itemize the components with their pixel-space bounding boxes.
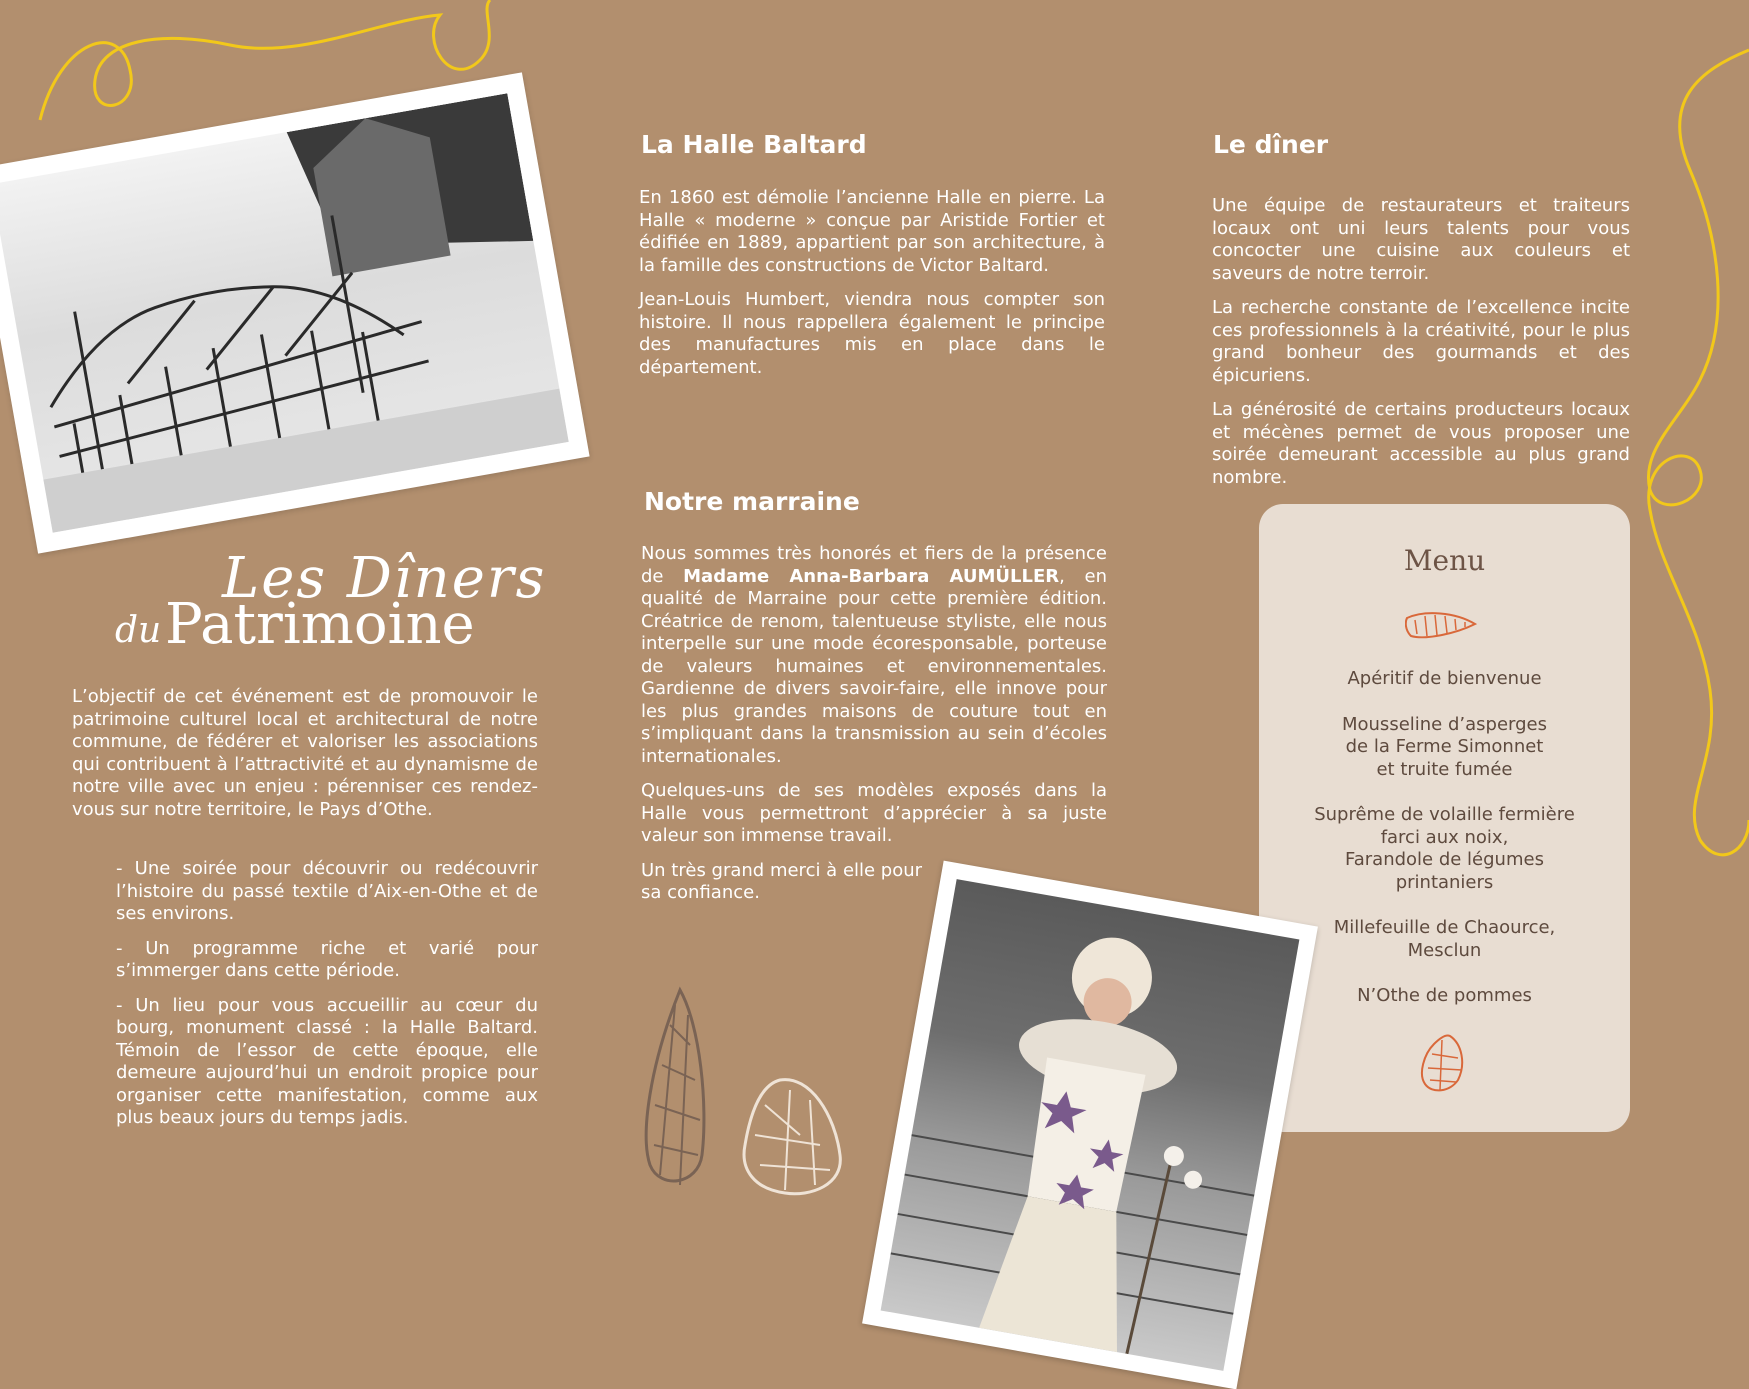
model-figure-drawing — [881, 879, 1300, 1371]
flint-tool-icon — [640, 985, 710, 1195]
fashion-photo-image — [881, 879, 1300, 1371]
intro-paragraph: L’objectif de cet événement est de promouvoir le patrimoine culturel local et architectural de notre commune, de fédérer et valoriser les associations qui contribuent à l’attractivité et au dynamisme de notre ville avec un enjeu : pérenniser ces rendez-vous sur notre territoire, le Pays d’Othe. — [72, 686, 538, 820]
bullet-item: - Un lieu pour vous accueillir au cœur du bourg, monument classé : la Halle Baltard. Témoin de l’essor de cette époque, elle demeure aujourd’hui un endroit propice pour organiser cette manifestation, comme aux plus beaux jours du temps jadis. — [116, 994, 538, 1128]
menu-item: Apéritif de bienvenue — [1347, 668, 1542, 689]
logo-script-line: Les Dîners — [222, 546, 547, 611]
marraine-title: Notre marraine — [644, 487, 860, 516]
halle-structure-drawing — [0, 93, 569, 533]
bullet-item: - Une soirée pour découvrir ou redécouvrir l’histoire du passé textile d’Aix-en-Othe et de ses environs. — [116, 858, 538, 924]
logo-main-line: Patrimoine — [165, 592, 475, 657]
menu-item: Suprême de volaille fermière farci aux noix, Farandole de légumes printaniers — [1314, 804, 1575, 893]
marraine-name: Madame Anna-Barbara AUMÜLLER — [683, 565, 1060, 587]
marraine-paragraph-3: Un très grand merci à elle pour sa confiance. — [641, 859, 923, 903]
halle-photo-image — [0, 93, 569, 533]
halle-text — [639, 187, 1105, 391]
menu-title: Menu — [1403, 544, 1486, 577]
shell-ornament-icon — [1405, 608, 1477, 642]
menu-item: Millefeuille de Chaource, Mesclun — [1333, 917, 1556, 961]
menu-items — [1279, 668, 1610, 1031]
menu-item: Mousseline d’asperges de la Ferme Simonnet et truite fumée — [1341, 713, 1547, 780]
marraine-p1-start: Nous sommes très honorés et fiers de la présence de — [641, 543, 1107, 587]
diner-title: Le dîner — [1213, 130, 1329, 159]
logo-du: du — [115, 610, 162, 651]
bullet-item: - Un programme riche et varié pour s’immerger dans cette période. — [116, 937, 538, 981]
halle-title: La Halle Baltard — [641, 130, 867, 159]
marraine-text — [641, 543, 1107, 917]
stone-fragment-icon — [740, 1075, 845, 1200]
marraine-p1-end: , en qualité de Marraine pour cette première édition. Créatrice de renom, talentueuse styliste, elle nous interpelle sur une mode écoresponsable, porteuse de valeurs humaines et environnementales. Gardienne de divers savoir-faire, elle innove pour les plus grandes maisons de couture tout en s’impliquant dans la transmission au sein d’écoles internationales. — [641, 565, 1107, 767]
diner-text — [1212, 195, 1630, 501]
intro-section — [72, 686, 538, 833]
halle-paragraph-1: En 1860 est démolie l’ancienne Halle en pierre. La Halle « moderne » conçue par Aristide Fortier et édifiée en 1889, appartient par son architecture, à la famille des constructions de Victor Baltard. — [639, 187, 1105, 276]
marraine-paragraph-1 — [641, 543, 1107, 768]
halle-paragraph-2: Jean-Louis Humbert, viendra nous compter son histoire. Il nous rappellera également le principe des manufactures mis en place dans le département. — [639, 289, 1105, 378]
diner-paragraph-3: La générosité de certains producteurs locaux et mécènes permet de vous proposer une soirée demeurant accessible au plus grand nombre. — [1212, 399, 1630, 488]
halle-archive-photo — [0, 72, 590, 553]
stone-ornament-icon — [1420, 1034, 1466, 1094]
menu-item: N’Othe de pommes — [1357, 985, 1532, 1006]
diner-paragraph-1: Une équipe de restaurateurs et traiteurs locaux ont uni leurs talents pour vous concocter une cuisine aux couleurs et saveurs de notre terroir. — [1212, 195, 1630, 284]
diner-paragraph-2: La recherche constante de l’excellence incite ces professionnels à la créativité, pour le plus grand bonheur des gourmands et des épicuriens. — [1212, 297, 1630, 386]
fashion-model-photo — [862, 861, 1318, 1389]
marraine-paragraph-2: Quelques-uns de ses modèles exposés dans la Halle vous permettront d’apprécier à sa juste valeur son immense travail. — [641, 780, 1107, 846]
intro-bullets — [116, 858, 538, 1142]
